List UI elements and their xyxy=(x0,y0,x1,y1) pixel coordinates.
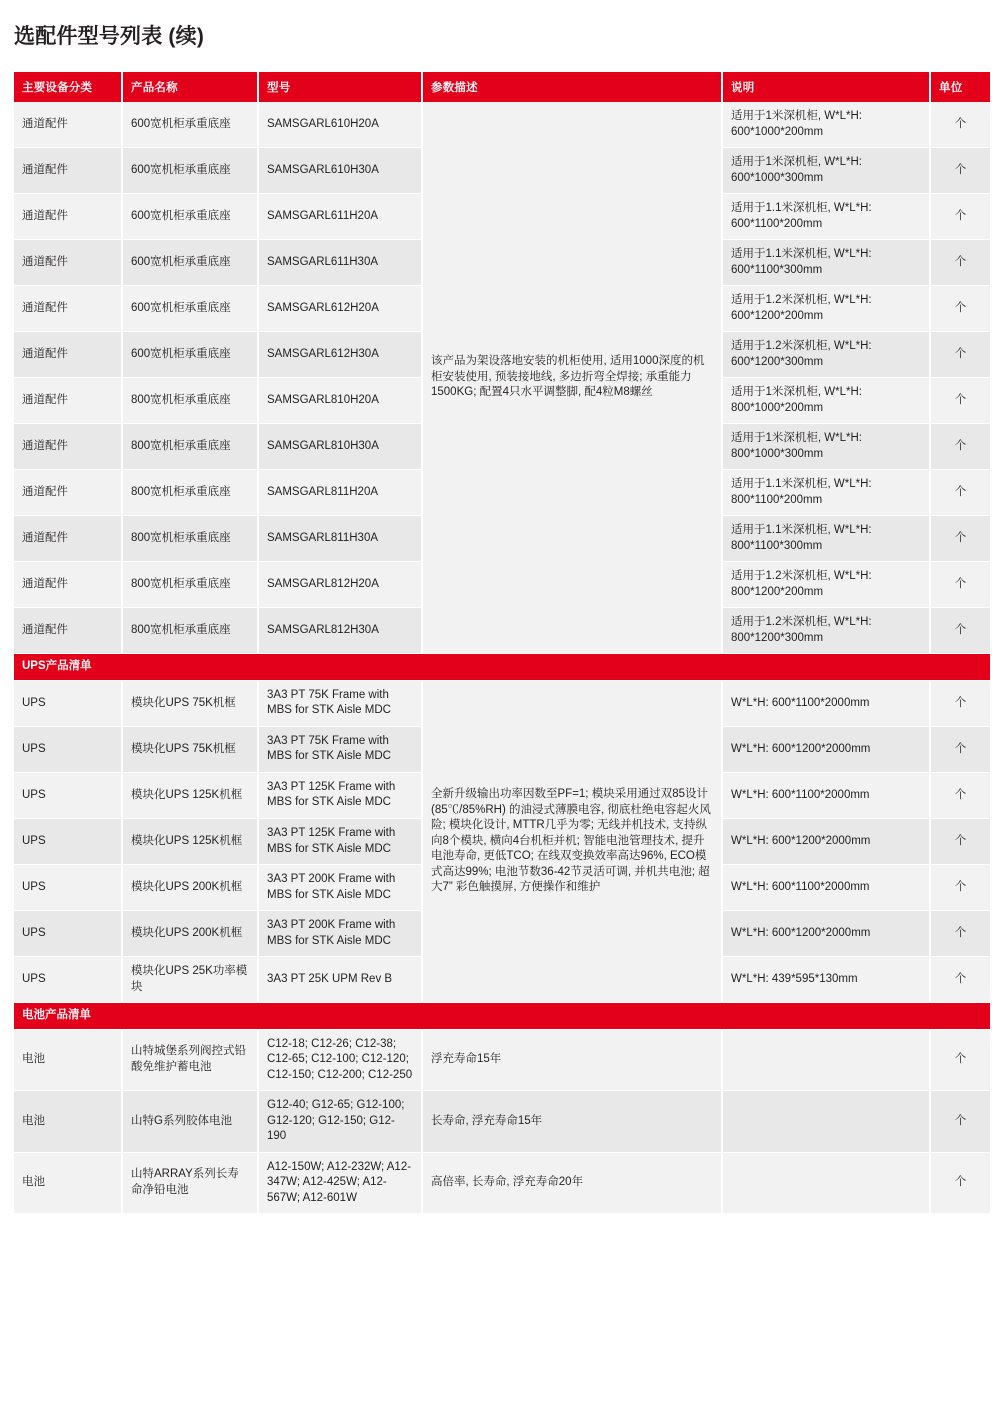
cell-category: 通道配件 xyxy=(14,562,122,608)
cell-category: 通道配件 xyxy=(14,194,122,240)
cell-model: 3A3 PT 125K Frame with MBS for STK Aisle MDC xyxy=(258,818,422,864)
cell-product-name: 山特ARRAY系列长寿命净铅电池 xyxy=(122,1152,258,1214)
cell-product-name: 山特G系列胶体电池 xyxy=(122,1091,258,1153)
cell-unit: 个 xyxy=(930,470,990,516)
section-heading-label: UPS产品清单 xyxy=(14,654,990,681)
cell-note: 适用于1米深机柜, W*L*H: 600*1000*200mm xyxy=(722,102,930,148)
cell-model: SAMSGARL612H20A xyxy=(258,286,422,332)
cell-model: 3A3 PT 200K Frame with MBS for STK Aisle MDC xyxy=(258,911,422,957)
cell-model: SAMSGARL812H30A xyxy=(258,608,422,654)
section-heading-label: 电池产品清单 xyxy=(14,1003,990,1030)
cell-unit: 个 xyxy=(930,286,990,332)
cell-product-name: 模块化UPS 125K机框 xyxy=(122,818,258,864)
cell-note: 适用于1.2米深机柜, W*L*H: 600*1200*200mm xyxy=(722,286,930,332)
cell-unit: 个 xyxy=(930,608,990,654)
cell-product-name: 800宽机柜承重底座 xyxy=(122,516,258,562)
cell-model: 3A3 PT 75K Frame with MBS for STK Aisle MDC xyxy=(258,680,422,726)
cell-note xyxy=(722,1152,930,1214)
cell-note: W*L*H: 600*1200*2000mm xyxy=(722,818,930,864)
table-body xyxy=(14,102,990,1214)
cell-product-name: 800宽机柜承重底座 xyxy=(122,424,258,470)
spec-table xyxy=(14,72,990,1214)
cell-unit: 个 xyxy=(930,424,990,470)
cell-model: SAMSGARL811H20A xyxy=(258,470,422,516)
cell-note: 适用于1.2米深机柜, W*L*H: 800*1200*200mm xyxy=(722,562,930,608)
cell-product-name: 600宽机柜承重底座 xyxy=(122,286,258,332)
header-cell-param-desc: 参数描述 xyxy=(422,72,722,102)
cell-product-name: 800宽机柜承重底座 xyxy=(122,608,258,654)
cell-category: 通道配件 xyxy=(14,102,122,148)
cell-product-name: 模块化UPS 125K机框 xyxy=(122,772,258,818)
cell-model: SAMSGARL811H30A xyxy=(258,516,422,562)
cell-note: 适用于1.1米深机柜, W*L*H: 600*1100*300mm xyxy=(722,240,930,286)
cell-category: 通道配件 xyxy=(14,286,122,332)
cell-model: SAMSGARL610H30A xyxy=(258,148,422,194)
cell-unit: 个 xyxy=(930,680,990,726)
cell-unit: 个 xyxy=(930,194,990,240)
cell-unit: 个 xyxy=(930,957,990,1003)
table-row xyxy=(14,1152,990,1214)
table-header xyxy=(14,72,990,102)
cell-model: 3A3 PT 125K Frame with MBS for STK Aisle MDC xyxy=(258,772,422,818)
cell-category: 通道配件 xyxy=(14,332,122,378)
cell-category: 通道配件 xyxy=(14,378,122,424)
cell-note xyxy=(722,1029,930,1091)
cell-model: SAMSGARL611H20A xyxy=(258,194,422,240)
cell-category: UPS xyxy=(14,772,122,818)
cell-product-name: 模块化UPS 200K机框 xyxy=(122,865,258,911)
page-title: 选配件型号列表 (续) xyxy=(14,25,205,48)
cell-unit: 个 xyxy=(930,818,990,864)
cell-note: W*L*H: 600*1200*2000mm xyxy=(722,911,930,957)
cell-model: SAMSGARL810H20A xyxy=(258,378,422,424)
cell-category: 电池 xyxy=(14,1091,122,1153)
cell-param-desc: 高倍率, 长寿命, 浮充寿命20年 xyxy=(422,1152,722,1214)
table-row xyxy=(14,1091,990,1153)
cell-model: SAMSGARL612H30A xyxy=(258,332,422,378)
cell-unit: 个 xyxy=(930,1029,990,1091)
table-row xyxy=(14,1029,990,1091)
cell-note: 适用于1米深机柜, W*L*H: 800*1000*200mm xyxy=(722,378,930,424)
cell-note: 适用于1.2米深机柜, W*L*H: 600*1200*300mm xyxy=(722,332,930,378)
cell-unit: 个 xyxy=(930,332,990,378)
cell-model: SAMSGARL611H30A xyxy=(258,240,422,286)
cell-unit: 个 xyxy=(930,911,990,957)
cell-category: 通道配件 xyxy=(14,148,122,194)
cell-product-name: 600宽机柜承重底座 xyxy=(122,240,258,286)
cell-param-desc-merged: 该产品为架设落地安装的机柜使用, 适用1000深度的机柜安装使用, 预装接地线, 多边折弯全焊接; 承重能力1500KG; 配置4只水平调整脚, 配4粒M8螺丝 xyxy=(422,102,722,654)
cell-unit: 个 xyxy=(930,562,990,608)
cell-unit: 个 xyxy=(930,240,990,286)
cell-product-name: 600宽机柜承重底座 xyxy=(122,102,258,148)
header-row xyxy=(14,72,990,102)
cell-category: UPS xyxy=(14,680,122,726)
cell-param-desc-merged: 全新升级输出功率因数至PF=1; 模块采用通过双85设计 (85℃/85%RH) 的油浸式薄膜电容, 彻底杜绝电容起火风险; 模块化设计, MTTR几乎为零; 无线并机技术, 支持纵向8个模块, 横向4台机柜并机; 智能电池管理技术, 提升电池寿命, 更低TCO; 在线双变换效率高达96%, ECO模式高达99%; 电池节数36-42节灵活可调, 并机共电池; 超大7” 彩色触摸屏, 方便操作和维护 xyxy=(422,680,722,1002)
header-cell-unit: 单位 xyxy=(930,72,990,102)
cell-unit: 个 xyxy=(930,726,990,772)
cell-note xyxy=(722,1091,930,1153)
cell-note: 适用于1.1米深机柜, W*L*H: 800*1100*200mm xyxy=(722,470,930,516)
cell-category: 通道配件 xyxy=(14,240,122,286)
cell-category: 电池 xyxy=(14,1029,122,1091)
cell-product-name: 600宽机柜承重底座 xyxy=(122,332,258,378)
cell-note: W*L*H: 439*595*130mm xyxy=(722,957,930,1003)
cell-param-desc: 长寿命, 浮充寿命15年 xyxy=(422,1091,722,1153)
cell-model: 3A3 PT 75K Frame with MBS for STK Aisle MDC xyxy=(258,726,422,772)
cell-category: UPS xyxy=(14,911,122,957)
cell-product-name: 模块化UPS 200K机框 xyxy=(122,911,258,957)
cell-note: 适用于1.2米深机柜, W*L*H: 800*1200*300mm xyxy=(722,608,930,654)
cell-model: A12-150W; A12-232W; A12-347W; A12-425W; A12-567W; A12-601W xyxy=(258,1152,422,1214)
cell-model: C12-18; C12-26; C12-38; C12-65; C12-100; C12-120; C12-150; C12-200; C12-250 xyxy=(258,1029,422,1091)
cell-category: UPS xyxy=(14,865,122,911)
cell-note: 适用于1米深机柜, W*L*H: 600*1000*300mm xyxy=(722,148,930,194)
cell-unit: 个 xyxy=(930,1091,990,1153)
table-row xyxy=(14,102,990,148)
cell-unit: 个 xyxy=(930,378,990,424)
cell-product-name: 800宽机柜承重底座 xyxy=(122,470,258,516)
cell-category: 通道配件 xyxy=(14,516,122,562)
cell-product-name: 800宽机柜承重底座 xyxy=(122,378,258,424)
cell-unit: 个 xyxy=(930,148,990,194)
cell-note: W*L*H: 600*1100*2000mm xyxy=(722,772,930,818)
cell-unit: 个 xyxy=(930,865,990,911)
cell-note: 适用于1.1米深机柜, W*L*H: 800*1100*300mm xyxy=(722,516,930,562)
cell-note: 适用于1米深机柜, W*L*H: 800*1000*300mm xyxy=(722,424,930,470)
cell-model: SAMSGARL812H20A xyxy=(258,562,422,608)
cell-category: UPS xyxy=(14,818,122,864)
cell-product-name: 模块化UPS 25K功率模块 xyxy=(122,957,258,1003)
section-heading-battery xyxy=(14,1003,990,1030)
cell-model: SAMSGARL810H30A xyxy=(258,424,422,470)
cell-note: W*L*H: 600*1200*2000mm xyxy=(722,726,930,772)
header-cell-category: 主要设备分类 xyxy=(14,72,122,102)
cell-note: W*L*H: 600*1100*2000mm xyxy=(722,680,930,726)
cell-unit: 个 xyxy=(930,516,990,562)
cell-category: 通道配件 xyxy=(14,470,122,516)
cell-product-name: 模块化UPS 75K机框 xyxy=(122,726,258,772)
cell-note: W*L*H: 600*1100*2000mm xyxy=(722,865,930,911)
cell-category: 电池 xyxy=(14,1152,122,1214)
cell-category: 通道配件 xyxy=(14,424,122,470)
cell-product-name: 山特城堡系列阀控式铅酸免维护蓄电池 xyxy=(122,1029,258,1091)
header-cell-product-name: 产品名称 xyxy=(122,72,258,102)
cell-unit: 个 xyxy=(930,772,990,818)
cell-product-name: 800宽机柜承重底座 xyxy=(122,562,258,608)
cell-param-desc: 浮充寿命15年 xyxy=(422,1029,722,1091)
cell-model: 3A3 PT 25K UPM Rev B xyxy=(258,957,422,1003)
cell-category: UPS xyxy=(14,957,122,1003)
cell-product-name: 600宽机柜承重底座 xyxy=(122,148,258,194)
cell-product-name: 600宽机柜承重底座 xyxy=(122,194,258,240)
cell-model: SAMSGARL610H20A xyxy=(258,102,422,148)
header-cell-note: 说明 xyxy=(722,72,930,102)
cell-category: 通道配件 xyxy=(14,608,122,654)
cell-product-name: 模块化UPS 75K机框 xyxy=(122,680,258,726)
cell-unit: 个 xyxy=(930,1152,990,1214)
section-heading-ups xyxy=(14,654,990,681)
cell-unit: 个 xyxy=(930,102,990,148)
cell-note: 适用于1.1米深机柜, W*L*H: 600*1100*200mm xyxy=(722,194,930,240)
table-row xyxy=(14,680,990,726)
cell-model: G12-40; G12-65; G12-100; G12-120; G12-150; G12-190 xyxy=(258,1091,422,1153)
cell-category: UPS xyxy=(14,726,122,772)
header-cell-model: 型号 xyxy=(258,72,422,102)
cell-model: 3A3 PT 200K Frame with MBS for STK Aisle MDC xyxy=(258,865,422,911)
